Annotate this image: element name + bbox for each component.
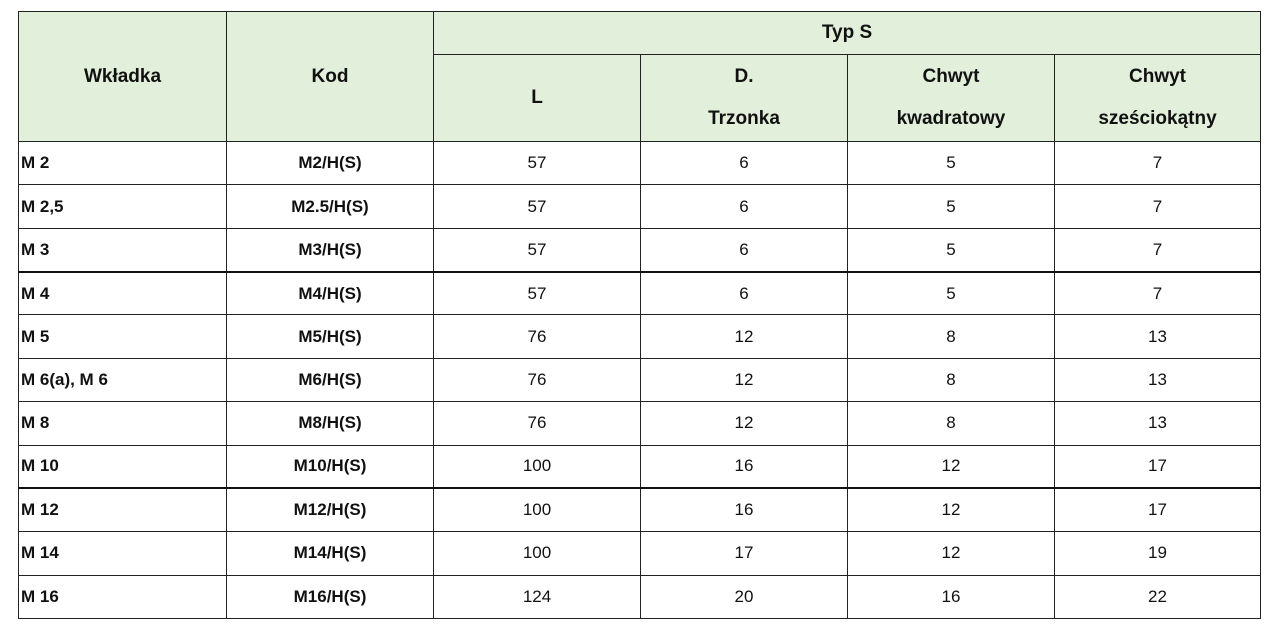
cell-chwyt-szesciokatny: 13: [1055, 358, 1261, 401]
cell-kod: M4/H(S): [227, 272, 434, 315]
cell-l: 57: [434, 185, 641, 228]
table-row: [19, 272, 1261, 315]
header-group-typ-s: Typ S: [434, 12, 1261, 55]
cell-d-trzonka: 16: [641, 488, 848, 531]
cell-kod: M10/H(S): [227, 445, 434, 488]
cell-kod: M2.5/H(S): [227, 185, 434, 228]
cell-chwyt-szesciokatny: 7: [1055, 272, 1261, 315]
spec-table: [18, 11, 1261, 619]
header-kod: Kod: [227, 12, 434, 142]
cell-chwyt-kwadratowy: 5: [848, 142, 1055, 185]
cell-d-trzonka: 6: [641, 228, 848, 271]
cell-kod: M6/H(S): [227, 358, 434, 401]
cell-kod: M5/H(S): [227, 315, 434, 358]
header-sq-line2: kwadratowy: [896, 108, 1006, 129]
table-row: [19, 315, 1261, 358]
cell-chwyt-kwadratowy: 8: [848, 402, 1055, 445]
cell-d-trzonka: 17: [641, 532, 848, 575]
cell-wkladka: M 12: [19, 488, 227, 531]
header-sq-line1: Chwyt: [922, 66, 980, 87]
table-row: [19, 575, 1261, 618]
cell-d-trzonka: 6: [641, 142, 848, 185]
cell-chwyt-szesciokatny: 17: [1055, 445, 1261, 488]
table-row: [19, 228, 1261, 271]
cell-wkladka: M 8: [19, 402, 227, 445]
table-row: [19, 402, 1261, 445]
cell-wkladka: M 4: [19, 272, 227, 315]
cell-l: 124: [434, 575, 641, 618]
header-d-trzonka: [641, 55, 848, 142]
cell-wkladka: M 10: [19, 445, 227, 488]
header-l: L: [434, 55, 641, 142]
cell-wkladka: M 2,5: [19, 185, 227, 228]
cell-chwyt-kwadratowy: 16: [848, 575, 1055, 618]
table-row: [19, 532, 1261, 575]
cell-chwyt-kwadratowy: 12: [848, 445, 1055, 488]
header-chwyt-kwadratowy: [848, 55, 1055, 142]
cell-wkladka: M 5: [19, 315, 227, 358]
cell-chwyt-kwadratowy: 5: [848, 228, 1055, 271]
cell-chwyt-szesciokatny: 13: [1055, 402, 1261, 445]
cell-d-trzonka: 6: [641, 185, 848, 228]
table-row: [19, 488, 1261, 531]
table-row: [19, 445, 1261, 488]
cell-d-trzonka: 6: [641, 272, 848, 315]
cell-kod: M16/H(S): [227, 575, 434, 618]
cell-kod: M14/H(S): [227, 532, 434, 575]
table-row: [19, 142, 1261, 185]
cell-chwyt-kwadratowy: 12: [848, 488, 1055, 531]
cell-chwyt-szesciokatny: 13: [1055, 315, 1261, 358]
header-wkladka: Wkładka: [19, 12, 227, 142]
cell-chwyt-szesciokatny: 7: [1055, 185, 1261, 228]
cell-wkladka: M 3: [19, 228, 227, 271]
cell-l: 76: [434, 358, 641, 401]
cell-kod: M3/H(S): [227, 228, 434, 271]
cell-chwyt-kwadratowy: 8: [848, 358, 1055, 401]
cell-d-trzonka: 20: [641, 575, 848, 618]
cell-chwyt-kwadratowy: 5: [848, 272, 1055, 315]
cell-kod: M8/H(S): [227, 402, 434, 445]
table-row: [19, 185, 1261, 228]
cell-chwyt-szesciokatny: 22: [1055, 575, 1261, 618]
cell-d-trzonka: 12: [641, 358, 848, 401]
cell-wkladka: M 16: [19, 575, 227, 618]
cell-chwyt-kwadratowy: 12: [848, 532, 1055, 575]
cell-l: 100: [434, 488, 641, 531]
cell-chwyt-szesciokatny: 7: [1055, 228, 1261, 271]
cell-d-trzonka: 12: [641, 315, 848, 358]
header-d-line2: Trzonka: [708, 108, 780, 129]
cell-chwyt-szesciokatny: 17: [1055, 488, 1261, 531]
cell-l: 76: [434, 315, 641, 358]
cell-l: 100: [434, 532, 641, 575]
table-body: [19, 142, 1261, 619]
cell-chwyt-kwadratowy: 8: [848, 315, 1055, 358]
cell-l: 76: [434, 402, 641, 445]
cell-kod: M12/H(S): [227, 488, 434, 531]
cell-chwyt-szesciokatny: 19: [1055, 532, 1261, 575]
cell-wkladka: M 14: [19, 532, 227, 575]
cell-chwyt-szesciokatny: 7: [1055, 142, 1261, 185]
header-d-line1: D.: [734, 66, 754, 87]
cell-wkladka: M 6(a), M 6: [19, 358, 227, 401]
cell-d-trzonka: 16: [641, 445, 848, 488]
spec-table-container: [18, 11, 1260, 618]
header-hex-line1: Chwyt: [1129, 66, 1186, 87]
header-chwyt-szesciokatny: [1055, 55, 1261, 142]
cell-l: 57: [434, 272, 641, 315]
cell-d-trzonka: 12: [641, 402, 848, 445]
table-header: [19, 12, 1261, 142]
cell-l: 57: [434, 228, 641, 271]
cell-kod: M2/H(S): [227, 142, 434, 185]
cell-wkladka: M 2: [19, 142, 227, 185]
cell-l: 57: [434, 142, 641, 185]
header-hex-line2: sześciokątny: [1098, 108, 1217, 129]
cell-chwyt-kwadratowy: 5: [848, 185, 1055, 228]
cell-l: 100: [434, 445, 641, 488]
table-row: [19, 358, 1261, 401]
